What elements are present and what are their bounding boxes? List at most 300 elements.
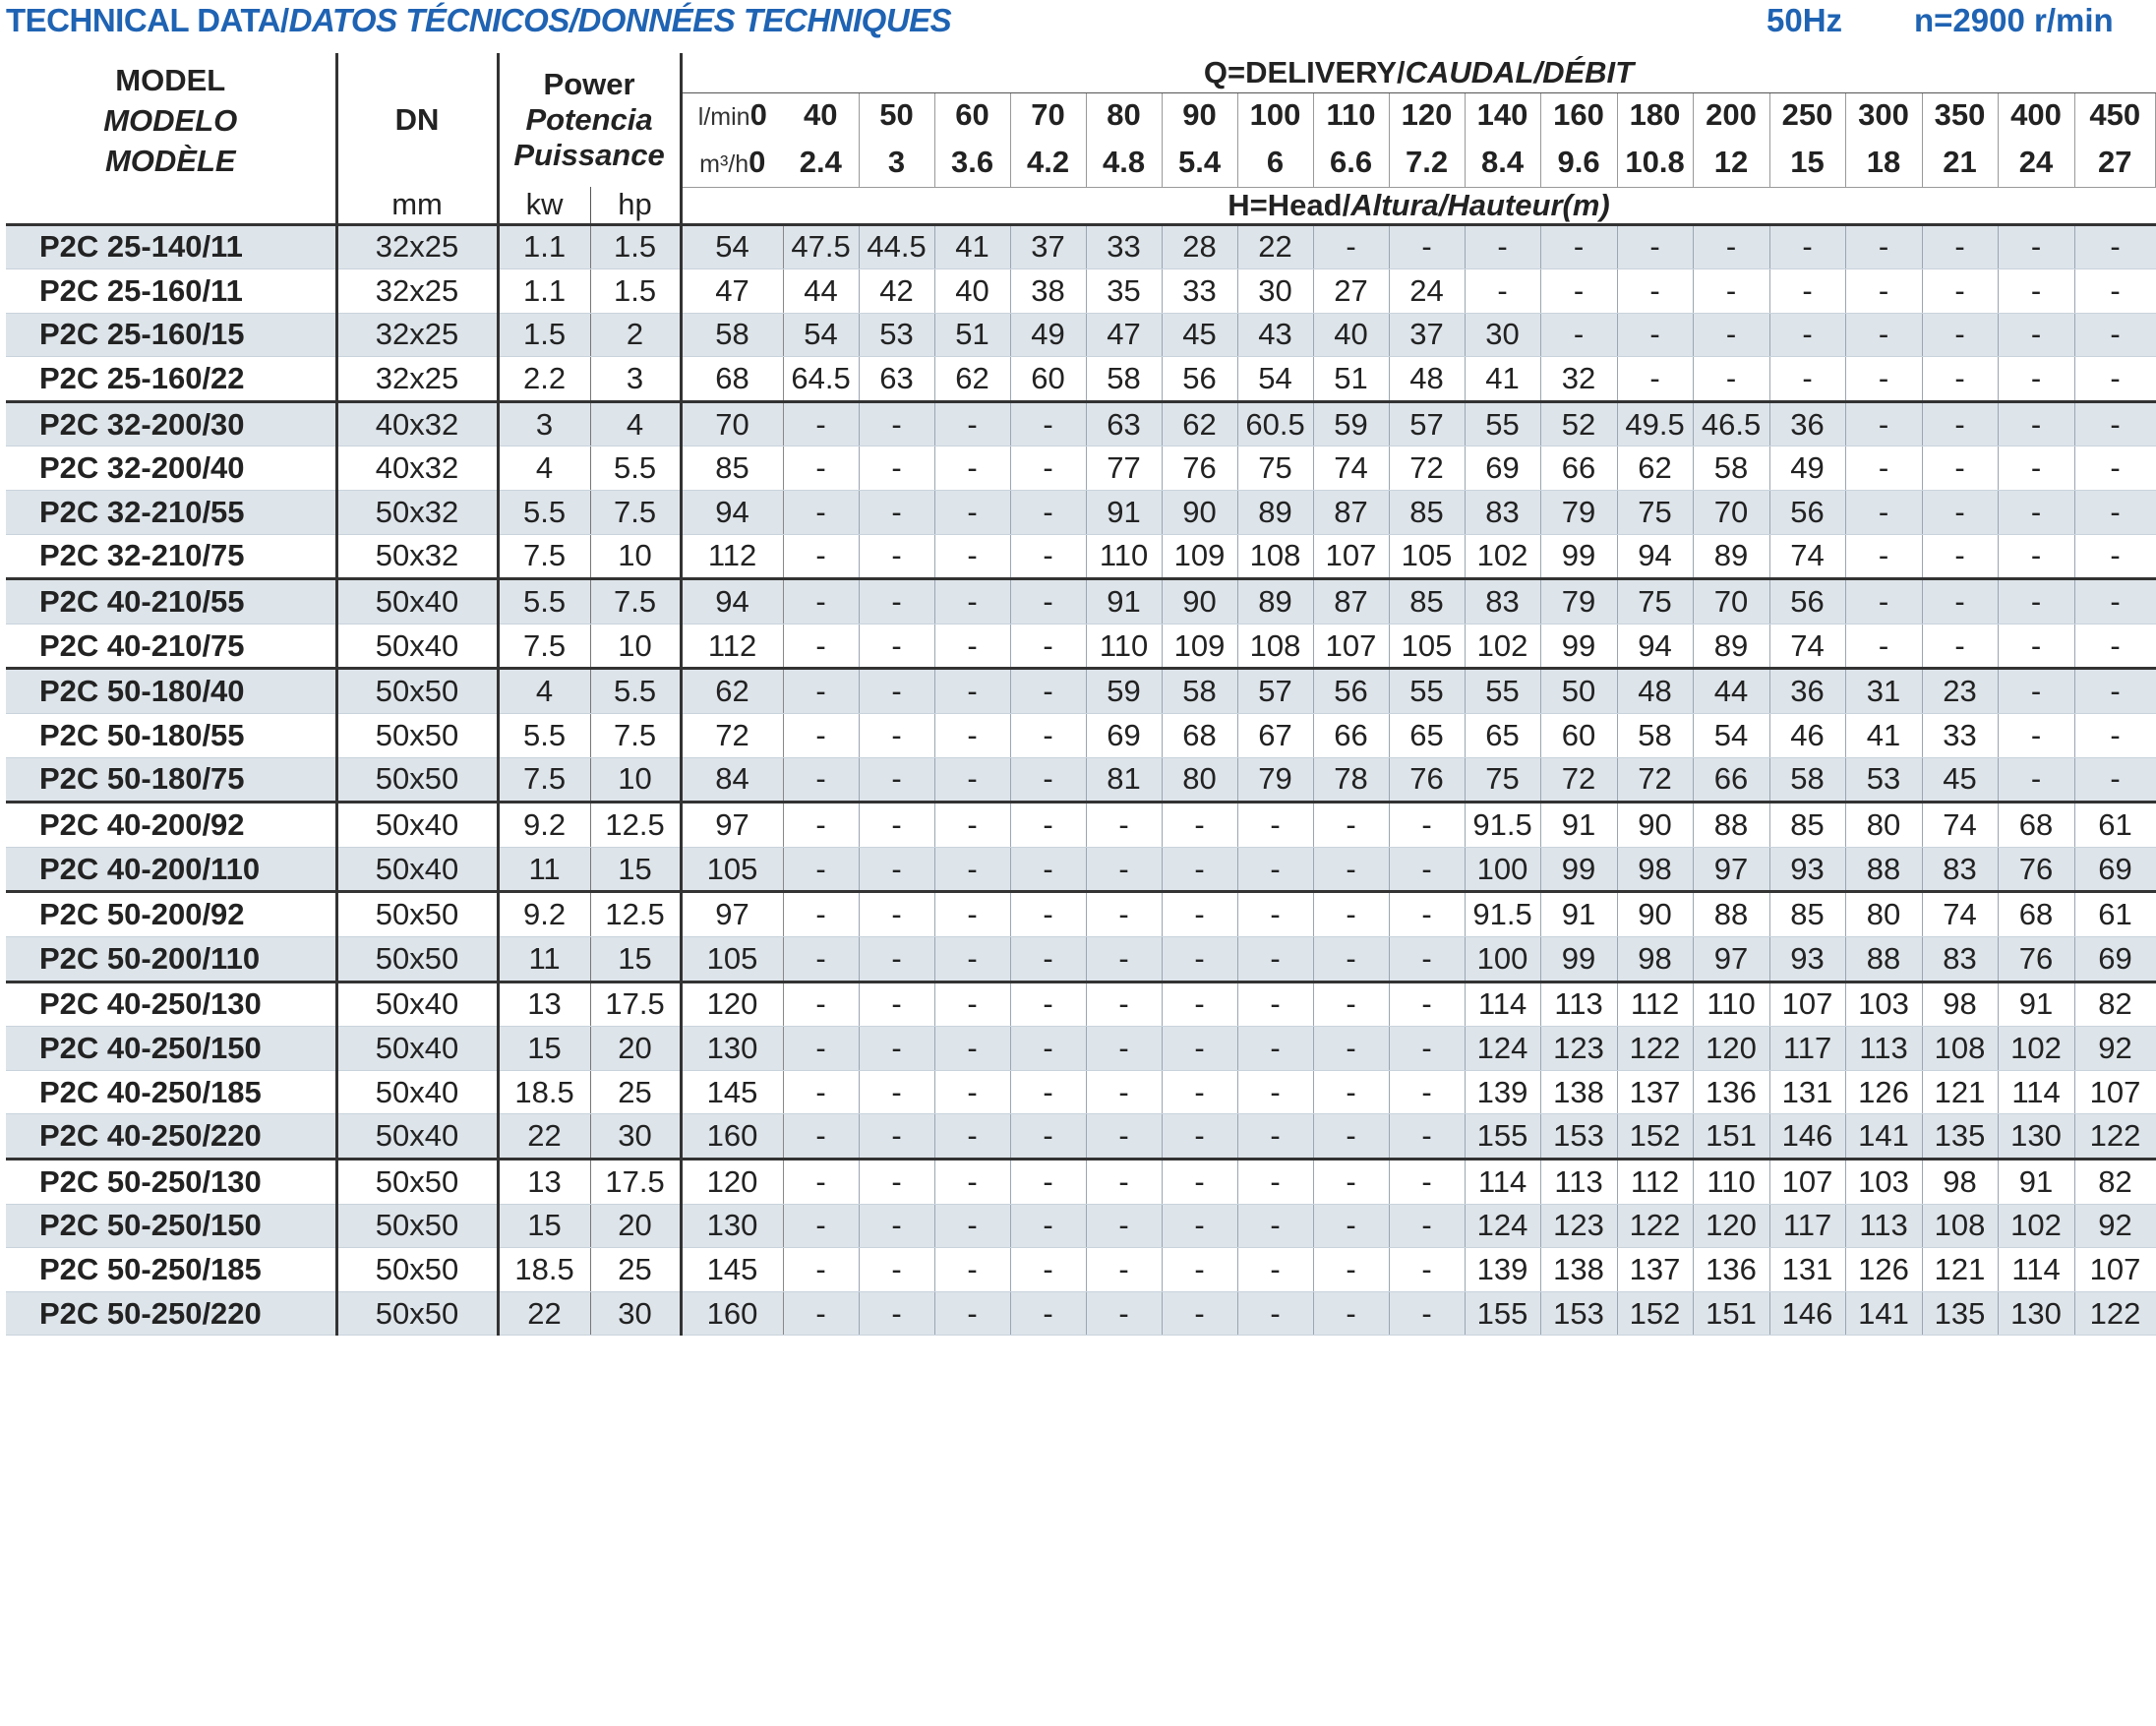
- head-cell: 145: [681, 1070, 783, 1114]
- head-cell: -: [1845, 579, 1922, 625]
- head-cell: 126: [1845, 1070, 1922, 1114]
- head-cell: 69: [1086, 714, 1162, 758]
- dn-cell: 50x40: [336, 1070, 498, 1114]
- head-cell: 54: [681, 224, 783, 269]
- head-cell: 97: [681, 803, 783, 848]
- head-cell: 146: [1769, 1114, 1845, 1160]
- head-cell: 98: [1922, 982, 1998, 1027]
- head-cell: 60: [1010, 357, 1086, 402]
- head-cell: -: [1237, 1070, 1313, 1114]
- model-cell: P2C 25-140/11: [6, 224, 336, 269]
- head-cell: 113: [1540, 1159, 1617, 1204]
- model-cell: P2C 40-200/92: [6, 803, 336, 848]
- head-cell: 37: [1010, 224, 1086, 269]
- head-cell: 110: [1693, 1159, 1769, 1204]
- head-cell: 151: [1693, 1291, 1769, 1336]
- head-cell: -: [1617, 357, 1693, 402]
- head-cell: 44: [1693, 669, 1769, 714]
- flow-lmin-cell: 100: [1237, 92, 1313, 138]
- model-label: MODEL: [115, 62, 226, 97]
- table-row: [6, 1291, 2156, 1336]
- title-english: TECHNICAL DATA/: [6, 2, 289, 38]
- head-cell: 98: [1617, 847, 1693, 892]
- head-cell: 75: [1237, 446, 1313, 491]
- head-cell: 62: [1162, 401, 1237, 446]
- dn-cell: 50x50: [336, 1248, 498, 1292]
- head-cell: -: [859, 1291, 934, 1336]
- head-cell: -: [783, 1114, 859, 1160]
- head-cell: 94: [681, 491, 783, 535]
- head-cell: 108: [1237, 534, 1313, 579]
- head-cell: -: [859, 1114, 934, 1160]
- head-cell: -: [783, 1204, 859, 1248]
- dn-cell: 50x40: [336, 624, 498, 669]
- head-cell: 94: [1617, 534, 1693, 579]
- head-cell: -: [1540, 269, 1617, 314]
- dn-cell: 50x40: [336, 803, 498, 848]
- head-cell: 40: [934, 269, 1010, 314]
- head-cell: 102: [1465, 534, 1540, 579]
- head-cell: 68: [1998, 803, 2074, 848]
- table-row: [6, 892, 2156, 937]
- kw-cell: 3: [498, 401, 590, 446]
- head-cell: -: [1389, 1027, 1465, 1071]
- head-cell: 33: [1162, 269, 1237, 314]
- table-row: [6, 401, 2156, 446]
- model-cell: P2C 40-250/185: [6, 1070, 336, 1114]
- head-cell: 78: [1313, 757, 1389, 803]
- head-cell: 43: [1237, 313, 1313, 357]
- head-cell: 85: [1769, 892, 1845, 937]
- head-cell: 74: [1922, 892, 1998, 937]
- head-cell: 36: [1769, 401, 1845, 446]
- head-cell: 152: [1617, 1114, 1693, 1160]
- head-cell: -: [1998, 446, 2074, 491]
- head-cell: -: [1922, 579, 1998, 625]
- head-cell: 92: [2074, 1027, 2155, 1071]
- head-cell: 112: [1617, 1159, 1693, 1204]
- head-cell: 30: [1465, 313, 1540, 357]
- delivery-label-translations: CAUDAL/DÉBIT: [1405, 54, 1635, 89]
- hp-cell: 4: [590, 401, 681, 446]
- head-cell: -: [1389, 982, 1465, 1027]
- head-cell: -: [1389, 1248, 1465, 1292]
- head-cell: 51: [934, 313, 1010, 357]
- head-cell: -: [1845, 491, 1922, 535]
- head-cell: 61: [2074, 803, 2155, 848]
- head-cell: -: [1693, 357, 1769, 402]
- flow-lmin-cell: [681, 92, 783, 138]
- head-cell: 89: [1693, 534, 1769, 579]
- head-cell: 40: [1313, 313, 1389, 357]
- head-cell: -: [1998, 757, 2074, 803]
- kw-cell: 4: [498, 446, 590, 491]
- head-cell: 38: [1010, 269, 1086, 314]
- head-cell: 66: [1313, 714, 1389, 758]
- head-cell: -: [1769, 357, 1845, 402]
- head-cell: -: [2074, 269, 2155, 314]
- head-cell: -: [783, 669, 859, 714]
- head-cell: 108: [1922, 1204, 1998, 1248]
- head-cell: -: [1010, 534, 1086, 579]
- head-cell: -: [859, 669, 934, 714]
- flow-m3h-cell: 27: [2074, 138, 2155, 187]
- flow-m3h-cell: 8.4: [1465, 138, 1540, 187]
- table-row: [6, 669, 2156, 714]
- head-cell: 100: [1465, 847, 1540, 892]
- dn-cell: 50x50: [336, 757, 498, 803]
- kw-cell: 22: [498, 1114, 590, 1160]
- dn-cell: 50x32: [336, 534, 498, 579]
- head-cell: -: [1922, 357, 1998, 402]
- head-cell: 30: [1237, 269, 1313, 314]
- head-cell: -: [1922, 624, 1998, 669]
- kw-cell: 5.5: [498, 579, 590, 625]
- head-cell: 74: [1769, 534, 1845, 579]
- power-label-es: Potencia: [525, 102, 653, 137]
- head-cell: -: [934, 491, 1010, 535]
- head-cell: -: [2074, 224, 2155, 269]
- head-cell: 123: [1540, 1204, 1617, 1248]
- head-cell: -: [1389, 803, 1465, 848]
- head-cell: -: [783, 937, 859, 982]
- head-cell: -: [1010, 892, 1086, 937]
- head-cell: 79: [1540, 579, 1617, 625]
- delivery-label: Q=DELIVERY/: [1203, 54, 1406, 89]
- head-cell: -: [1086, 1248, 1162, 1292]
- hp-cell: 2: [590, 313, 681, 357]
- flow-m3h-cell: 15: [1769, 138, 1845, 187]
- head-cell: -: [1010, 446, 1086, 491]
- head-cell: 105: [681, 937, 783, 982]
- kw-cell: 15: [498, 1027, 590, 1071]
- head-cell: -: [934, 892, 1010, 937]
- head-cell: 91: [1540, 803, 1617, 848]
- head-cell: -: [1389, 937, 1465, 982]
- table-row: [6, 1248, 2156, 1292]
- head-cell: 114: [1465, 1159, 1540, 1204]
- head-cell: -: [1845, 224, 1922, 269]
- head-cell: -: [1845, 534, 1922, 579]
- head-cell: 137: [1617, 1070, 1693, 1114]
- head-label-translations: Altura/Hauteur: [1350, 187, 1563, 222]
- dn-cell: 40x32: [336, 401, 498, 446]
- head-cell: -: [1162, 937, 1237, 982]
- head-cell: 84: [681, 757, 783, 803]
- head-cell: -: [783, 1248, 859, 1292]
- head-cell: 88: [1693, 803, 1769, 848]
- flow-lmin-cell: 160: [1540, 92, 1617, 138]
- power-label: Power: [543, 67, 635, 101]
- head-cell: 49: [1769, 446, 1845, 491]
- head-cell: 42: [859, 269, 934, 314]
- head-cell: 41: [934, 224, 1010, 269]
- head-cell: -: [1845, 313, 1922, 357]
- head-cell: -: [1389, 1204, 1465, 1248]
- flow-m3h-cell: 4.8: [1086, 138, 1162, 187]
- head-cell: 23: [1922, 669, 1998, 714]
- head-cell: 91: [1998, 1159, 2074, 1204]
- table-row: [6, 313, 2156, 357]
- table-row: [6, 803, 2156, 848]
- head-cell: 54: [783, 313, 859, 357]
- hp-cell: 20: [590, 1027, 681, 1071]
- head-cell: -: [1845, 624, 1922, 669]
- dn-cell: 50x50: [336, 892, 498, 937]
- head-cell: 44: [783, 269, 859, 314]
- head-cell: 110: [1086, 624, 1162, 669]
- head-cell: 72: [1389, 446, 1465, 491]
- head-cell: 99: [1540, 534, 1617, 579]
- head-cell: 91.5: [1465, 892, 1540, 937]
- head-cell: 72: [1540, 757, 1617, 803]
- table-row: [6, 446, 2156, 491]
- head-cell: 113: [1540, 982, 1617, 1027]
- kw-cell: 7.5: [498, 757, 590, 803]
- dn-cell: 50x50: [336, 669, 498, 714]
- head-cell: -: [1617, 313, 1693, 357]
- head-cell: -: [1998, 313, 2074, 357]
- head-cell: 108: [1237, 624, 1313, 669]
- dn-cell: 50x50: [336, 1159, 498, 1204]
- head-cell: -: [859, 624, 934, 669]
- head-cell: 55: [1465, 669, 1540, 714]
- head-cell: -: [934, 1159, 1010, 1204]
- head-cell: -: [1010, 401, 1086, 446]
- head-cell: 64.5: [783, 357, 859, 402]
- head-cell: 80: [1845, 892, 1922, 937]
- kw-cell: 1.1: [498, 224, 590, 269]
- head-cell: 136: [1693, 1070, 1769, 1114]
- head-cell: 90: [1617, 803, 1693, 848]
- model-cell: P2C 50-180/75: [6, 757, 336, 803]
- model-cell: P2C 50-250/220: [6, 1291, 336, 1336]
- head-cell: 62: [681, 669, 783, 714]
- head-cell: 126: [1845, 1248, 1922, 1292]
- model-cell: P2C 40-200/110: [6, 847, 336, 892]
- head-cell: 105: [681, 847, 783, 892]
- hp-cell: 12.5: [590, 803, 681, 848]
- flow-lmin-cell: 50: [859, 92, 934, 138]
- head-cell: -: [1465, 224, 1540, 269]
- head-cell: 80: [1162, 757, 1237, 803]
- head-cell: 56: [1313, 669, 1389, 714]
- head-cell: 56: [1769, 491, 1845, 535]
- head-cell: 66: [1540, 446, 1617, 491]
- head-cell: 36: [1769, 669, 1845, 714]
- head-cell: -: [934, 982, 1010, 1027]
- flow-lmin-cell: 400: [1998, 92, 2074, 138]
- head-cell: -: [1010, 491, 1086, 535]
- head-cell: 87: [1313, 491, 1389, 535]
- head-cell: -: [2074, 534, 2155, 579]
- hp-cell: 7.5: [590, 579, 681, 625]
- flow-m3h-cell: [681, 138, 783, 187]
- dn-unit: mm: [336, 187, 498, 224]
- head-cell: -: [934, 579, 1010, 625]
- head-cell: -: [1922, 446, 1998, 491]
- head-cell: 139: [1465, 1070, 1540, 1114]
- flow-m3h-cell: 4.2: [1010, 138, 1086, 187]
- flow-lmin-cell: 110: [1313, 92, 1389, 138]
- head-cell: 107: [1769, 982, 1845, 1027]
- table-row: [6, 1159, 2156, 1204]
- kw-cell: 11: [498, 937, 590, 982]
- head-cell: 105: [1389, 624, 1465, 669]
- dn-header: DN: [336, 53, 498, 187]
- head-cell: -: [859, 847, 934, 892]
- head-cell: 113: [1845, 1027, 1922, 1071]
- head-cell: -: [1162, 1027, 1237, 1071]
- head-cell: -: [1313, 1248, 1389, 1292]
- head-cell: 65: [1389, 714, 1465, 758]
- head-cell: -: [783, 401, 859, 446]
- flow-m3h-cell: 3: [859, 138, 934, 187]
- hp-cell: 15: [590, 847, 681, 892]
- head-cell: 98: [1922, 1159, 1998, 1204]
- head-cell: 120: [1693, 1204, 1769, 1248]
- head-cell: 138: [1540, 1070, 1617, 1114]
- dn-cell: 32x25: [336, 313, 498, 357]
- title-translations: DATOS TÉCNICOS/DONNÉES TECHNIQUES: [288, 2, 952, 38]
- head-cell: 83: [1922, 847, 1998, 892]
- model-cell: P2C 50-250/130: [6, 1159, 336, 1204]
- flow-m3h-cell: 6.6: [1313, 138, 1389, 187]
- head-cell: -: [934, 624, 1010, 669]
- head-cell: -: [859, 714, 934, 758]
- head-cell: -: [1010, 982, 1086, 1027]
- model-cell: P2C 50-200/92: [6, 892, 336, 937]
- head-cell: -: [934, 401, 1010, 446]
- head-cell: 139: [1465, 1248, 1540, 1292]
- title-bar: [0, 0, 2156, 51]
- kw-cell: 22: [498, 1291, 590, 1336]
- flow-lmin-cell: 450: [2074, 92, 2155, 138]
- head-cell: 75: [1617, 491, 1693, 535]
- head-cell: -: [1086, 1204, 1162, 1248]
- head-cell: 112: [681, 534, 783, 579]
- head-cell: -: [2074, 357, 2155, 402]
- head-cell: 124: [1465, 1027, 1540, 1071]
- flow-m3h-cell: 10.8: [1617, 138, 1693, 187]
- kw-cell: 13: [498, 1159, 590, 1204]
- head-cell: 135: [1922, 1291, 1998, 1336]
- head-cell: 91: [1998, 982, 2074, 1027]
- dn-cell: 32x25: [336, 357, 498, 402]
- page-title: [6, 2, 951, 39]
- head-cell: 107: [1313, 534, 1389, 579]
- head-cell: -: [934, 669, 1010, 714]
- head-cell: -: [859, 1070, 934, 1114]
- head-cell: -: [1845, 401, 1922, 446]
- head-cell: -: [1086, 1027, 1162, 1071]
- head-cell: 69: [2074, 847, 2155, 892]
- head-cell: -: [1010, 579, 1086, 625]
- head-cell: 105: [1389, 534, 1465, 579]
- head-cell: 88: [1845, 937, 1922, 982]
- head-cell: -: [1313, 1159, 1389, 1204]
- table-row: [6, 357, 2156, 402]
- head-cell: 69: [1465, 446, 1540, 491]
- head-cell: -: [1998, 669, 2074, 714]
- head-cell: -: [1998, 357, 2074, 402]
- head-cell: 76: [1998, 937, 2074, 982]
- head-cell: 60.5: [1237, 401, 1313, 446]
- head-cell: 51: [1313, 357, 1389, 402]
- head-cell: 130: [681, 1204, 783, 1248]
- flow-m3h-cell: 24: [1998, 138, 2074, 187]
- head-cell: 109: [1162, 534, 1237, 579]
- hp-cell: 10: [590, 757, 681, 803]
- head-unit: (m): [1562, 187, 1610, 222]
- head-cell: 76: [1389, 757, 1465, 803]
- speed-label: n=2900 r/min: [1914, 2, 2114, 38]
- head-cell: -: [1237, 1291, 1313, 1336]
- flow-lmin-cell: 80: [1086, 92, 1162, 138]
- head-header: [681, 187, 2155, 224]
- head-cell: 91.5: [1465, 803, 1540, 848]
- hp-cell: 1.5: [590, 224, 681, 269]
- head-cell: -: [1086, 1114, 1162, 1160]
- table-row: [6, 1204, 2156, 1248]
- kw-cell: 9.2: [498, 803, 590, 848]
- head-cell: 141: [1845, 1114, 1922, 1160]
- head-cell: -: [934, 534, 1010, 579]
- head-cell: -: [1237, 1159, 1313, 1204]
- dn-cell: 40x32: [336, 446, 498, 491]
- head-cell: 61: [2074, 892, 2155, 937]
- head-cell: -: [1693, 269, 1769, 314]
- head-cell: -: [859, 401, 934, 446]
- head-cell: -: [1086, 803, 1162, 848]
- flow-lmin-cell: 180: [1617, 92, 1693, 138]
- head-cell: 160: [681, 1291, 783, 1336]
- table-row: [6, 757, 2156, 803]
- head-cell: -: [1998, 491, 2074, 535]
- m3h-unit: m³/h: [699, 149, 749, 178]
- head-cell: 35: [1086, 269, 1162, 314]
- head-cell: 48: [1389, 357, 1465, 402]
- head-cell: -: [1998, 224, 2074, 269]
- model-cell: P2C 40-210/75: [6, 624, 336, 669]
- head-cell: -: [1540, 224, 1617, 269]
- head-cell: 74: [1922, 803, 1998, 848]
- head-cell: 91: [1540, 892, 1617, 937]
- head-cell: -: [859, 803, 934, 848]
- model-cell: P2C 32-210/75: [6, 534, 336, 579]
- technical-data-table: [6, 53, 2156, 1336]
- head-cell: 72: [1617, 757, 1693, 803]
- head-cell: 93: [1769, 937, 1845, 982]
- head-cell: -: [1162, 1114, 1237, 1160]
- model-cell: P2C 25-160/11: [6, 269, 336, 314]
- head-cell: 54: [1693, 714, 1769, 758]
- table-row: [6, 269, 2156, 314]
- head-cell: 146: [1769, 1291, 1845, 1336]
- head-cell: 59: [1313, 401, 1389, 446]
- head-cell: -: [1845, 357, 1922, 402]
- head-cell: 107: [1769, 1159, 1845, 1204]
- head-cell: -: [859, 446, 934, 491]
- head-cell: 68: [681, 357, 783, 402]
- head-cell: 45: [1922, 757, 1998, 803]
- head-cell: 31: [1845, 669, 1922, 714]
- head-cell: -: [1313, 982, 1389, 1027]
- head-cell: 107: [2074, 1070, 2155, 1114]
- head-cell: 57: [1389, 401, 1465, 446]
- dn-cell: 50x40: [336, 847, 498, 892]
- head-cell: -: [1010, 1291, 1086, 1336]
